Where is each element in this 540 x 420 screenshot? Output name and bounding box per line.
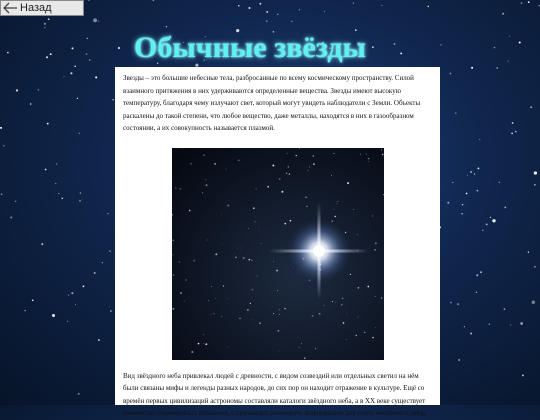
back-button-label: Назад xyxy=(20,2,52,14)
back-button[interactable] xyxy=(0,0,84,16)
article-paragraph-1: Звезды – это большие небесные тела, разбросанные по всему космическому пространству. Силой взаимного притяжения в них удерживаются определенные вещества. Звезды имеют высокую температуру, благодаря чему излучают свет, который могут увидеть наблюдатели с Земли. Объекты раскалены до такой степени, что любое вещество, даже металлы, находятся в них в газообразном состоянии, а их совокупность называется плазмой. xyxy=(123,74,421,132)
arrow-left-icon xyxy=(2,2,18,14)
page-title: Обычные звёзды xyxy=(134,31,366,64)
article-panel[interactable] xyxy=(115,67,440,417)
star-cluster-image xyxy=(172,148,384,360)
article-paragraph-2: Вид звёздного неба привлекал людей с древности, с видом созвездий или отдельных светил на нём были связаны мифы и легенды разных народов, до сих пор он находит отражение в культуре. Ещё со времён первых цивилизаций астрономы составляли каталоги звёздного неба, а в XX веке существует множество современных каталогов, содержащих различную информацию для сотен миллионов звёзд. xyxy=(123,371,428,417)
